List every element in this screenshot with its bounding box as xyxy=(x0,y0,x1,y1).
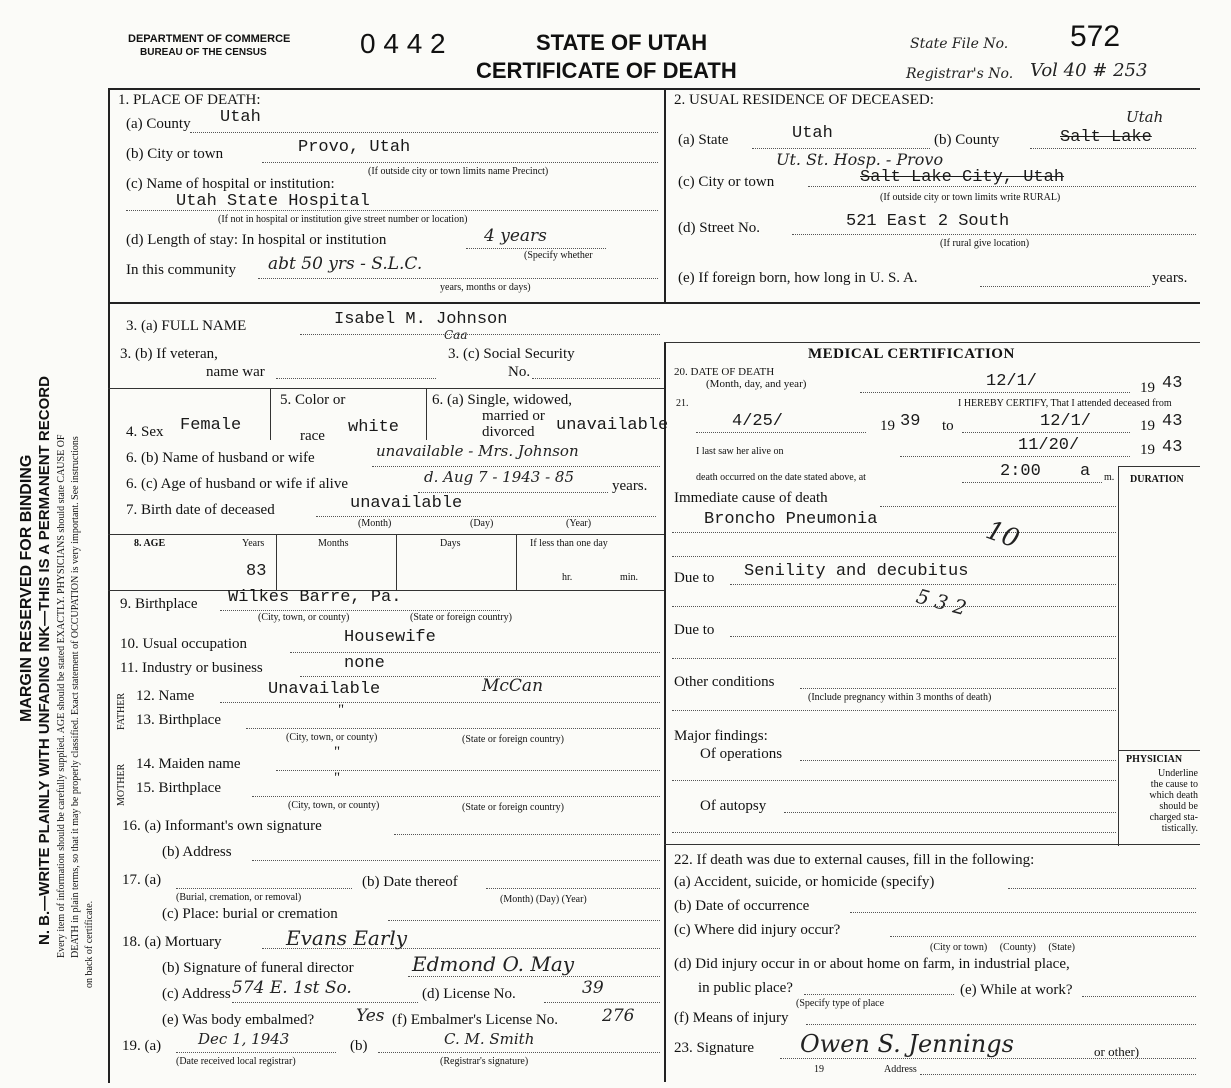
external-c-label: (c) Where did injury occur? xyxy=(674,922,841,938)
community-note: years, months or days) xyxy=(440,282,531,293)
stamp-number: 0 4 4 2 xyxy=(360,28,446,59)
other-label: Other conditions xyxy=(674,674,775,690)
external-b-label: (b) Date of occurrence xyxy=(674,898,810,914)
marital-label-3: divorced xyxy=(482,424,535,440)
burial-label: 17. (a) xyxy=(122,872,162,888)
res-street-note: (If rural give location) xyxy=(940,238,1030,249)
due1-value: Senility and decubitus xyxy=(744,562,969,581)
bureau-label: BUREAU OF THE CENSUS xyxy=(140,47,267,58)
industry-value: none xyxy=(344,654,385,673)
autopsy-label: Of autopsy xyxy=(700,798,767,814)
race-label: race xyxy=(300,428,325,444)
director-sig-value: Edmond O. May xyxy=(412,952,575,976)
community-label: In this community xyxy=(126,262,236,278)
external-d-label-2: in public place? xyxy=(698,980,793,996)
birth-year-label: (Year) xyxy=(566,518,592,529)
res-city-value: Salt Lake City, Utah xyxy=(860,168,1065,187)
full-name-value: Isabel M. Johnson xyxy=(334,310,508,329)
margin-instruction-3: on back of certificate. xyxy=(84,900,95,988)
father-birth-sub1: (City, town, or county) xyxy=(286,732,378,743)
res-foreign-suffix: years. xyxy=(1152,270,1188,286)
embalmer-label: (f) Embalmer's License No. xyxy=(392,1012,558,1028)
age-months-label: Months xyxy=(318,538,349,549)
director-address-label: (c) Address xyxy=(162,986,231,1002)
father-name-correction: McCan xyxy=(482,676,544,696)
father-name-label: 12. Name xyxy=(136,688,195,704)
received-value: Dec 1, 1943 xyxy=(198,1030,290,1048)
signature-label: 23. Signature xyxy=(674,1040,754,1056)
department-label: DEPARTMENT OF COMMERCE xyxy=(128,33,291,45)
physician-note-line: should be xyxy=(1159,801,1198,812)
stay-note: (Specify whether xyxy=(524,250,593,261)
burial-date-sub: (Month) (Day) (Year) xyxy=(500,894,587,905)
county-value: Utah xyxy=(220,108,261,127)
registrar-sig-sub: (Registrar's signature) xyxy=(440,1056,529,1067)
res-state-label: (a) State xyxy=(678,132,729,148)
birthplace-sub2: (State or foreign country) xyxy=(410,612,512,623)
industry-label: 11. Industry or business xyxy=(120,660,263,676)
operations-label: Of operations xyxy=(700,746,783,762)
ssn-sub: No. xyxy=(508,364,531,380)
attend-from-prefix: 19 xyxy=(880,418,895,434)
certify-num: 21. xyxy=(676,398,689,409)
other-sub: (Include pregnancy within 3 months of death) xyxy=(808,692,992,703)
veteran-label: 3. (b) If veteran, xyxy=(120,346,218,362)
margin-instruction-1: Every item of information should be carefully supplied. AGE should be stated EXACTLY. PHYSICIANS should state CAUSE OF xyxy=(56,434,67,958)
mortuary-label: 18. (a) Mortuary xyxy=(122,934,222,950)
physician-note-line: tistically. xyxy=(1161,823,1198,834)
external-f-label: (f) Means of injury xyxy=(674,1010,789,1026)
external-heading: 22. If death was due to external causes, fill in the following: xyxy=(674,852,1035,868)
director-address-value: 574 E. 1st So. xyxy=(232,978,352,998)
age-lessday-label: If less than one day xyxy=(530,538,608,549)
spouse-name-label: 6. (b) Name of husband or wife xyxy=(126,450,315,466)
burial-place-label: (c) Place: burial or cremation xyxy=(162,906,338,922)
state-file-value: 572 xyxy=(1070,20,1121,53)
physician-heading: PHYSICIAN xyxy=(1126,754,1183,765)
age-min-label: min. xyxy=(620,572,639,583)
full-name-label: 3. (a) FULL NAME xyxy=(126,318,247,334)
physician-note-line: the cause to xyxy=(1150,779,1198,790)
occurred-m: m. xyxy=(1104,472,1115,483)
last-saw-year: 43 xyxy=(1162,438,1183,457)
state-title: STATE OF UTAH xyxy=(536,30,708,55)
occupation-value: Housewife xyxy=(344,628,436,647)
spouse-age-label: 6. (c) Age of husband or wife if alive xyxy=(126,476,349,492)
external-d-sub: (Specify type of place xyxy=(796,998,885,1009)
father-birth-value: " xyxy=(338,702,345,718)
county-label: (a) County xyxy=(126,116,191,132)
occurred-ampm: a xyxy=(1080,462,1091,481)
res-city-correction: Ut. St. Hosp. - Provo xyxy=(776,150,944,169)
burial-date-label: (b) Date thereof xyxy=(362,874,458,890)
residence-heading: 2. USUAL RESIDENCE OF DECEASED: xyxy=(674,92,934,108)
dod-label: 20. DATE OF DEATH xyxy=(674,366,775,378)
registrar-label: Registrar's No. xyxy=(906,66,1014,82)
occurred-value: 2:00 xyxy=(1000,462,1041,481)
occupation-label: 10. Usual occupation xyxy=(120,636,248,652)
hospital-value: Utah State Hospital xyxy=(176,192,370,211)
mother-tag: MOTHER xyxy=(116,763,127,806)
birthplace-label: 9. Birthplace xyxy=(120,596,198,612)
license-value: 39 xyxy=(582,978,604,998)
margin-ink-note: N. B.—WRITE PLAINLY WITH UNFADING INK—THIS IS A PERMANENT RECORD xyxy=(36,376,53,945)
mother-birth-sub1: (City, town, or county) xyxy=(288,800,380,811)
spouse-name-value: unavailable - Mrs. Johnson xyxy=(376,442,579,460)
birthplace-sub1: (City, town, or county) xyxy=(258,612,350,623)
stay-value: 4 years xyxy=(484,226,547,246)
father-tag: FATHER xyxy=(116,692,127,730)
marital-label-2: married or xyxy=(482,408,545,424)
marital-value: unavailable xyxy=(556,416,669,435)
state-file-label: State File No. xyxy=(910,36,1009,52)
margin-binding-note: MARGIN RESERVED FOR BINDING xyxy=(18,454,35,722)
immediate-duration: 10 xyxy=(981,515,1024,555)
director-sig-label: (b) Signature of funeral director xyxy=(162,960,354,976)
color-label: 5. Color or xyxy=(280,392,346,408)
major-label: Major findings: xyxy=(674,728,768,744)
veteran-sub: name war xyxy=(206,364,265,380)
informant-address-label: (b) Address xyxy=(162,844,232,860)
attend-to-prefix: 19 xyxy=(1140,418,1155,434)
dod-sub: (Month, day, and year) xyxy=(706,378,807,390)
mother-birth-sub2: (State or foreign country) xyxy=(462,802,564,813)
age-label: 8. AGE xyxy=(134,538,166,549)
mother-birth-value: " xyxy=(334,770,341,786)
attend-from: 4/25/ xyxy=(732,412,784,431)
duration-label: DURATION xyxy=(1130,474,1184,485)
age-hr-label: hr. xyxy=(562,572,573,583)
place-of-death-heading: 1. PLACE OF DEATH: xyxy=(118,92,261,108)
last-saw-label: I last saw her alive on xyxy=(696,446,784,457)
community-value: abt 50 yrs - S.L.C. xyxy=(268,254,423,274)
registrar-sig-value: C. M. Smith xyxy=(444,1030,535,1048)
stay-label: (d) Length of stay: In hospital or institution xyxy=(126,232,387,248)
spouse-age-value: d. Aug 7 - 1943 - 85 xyxy=(424,468,575,486)
father-birth-label: 13. Birthplace xyxy=(136,712,221,728)
dod-year: 43 xyxy=(1162,374,1183,393)
received-sub: (Date received local registrar) xyxy=(176,1056,296,1067)
received-label: 19. (a) xyxy=(122,1038,162,1054)
signature-value: Owen S. Jennings xyxy=(800,1030,1014,1058)
attend-to: 12/1/ xyxy=(1040,412,1092,431)
father-name-value: Unavailable xyxy=(268,680,381,699)
signature-suffix: or other) xyxy=(1094,1044,1140,1059)
external-e-label: (e) While at work? xyxy=(960,982,1073,998)
external-c-sub: (City or town) (County) (State) xyxy=(930,942,1075,953)
registrar-sig-label: (b) xyxy=(350,1038,368,1054)
mother-maiden-label: 14. Maiden name xyxy=(136,756,241,772)
signature-date-prefix: 19 xyxy=(814,1064,824,1075)
age-days-label: Days xyxy=(440,538,461,549)
father-birth-sub2: (State or foreign country) xyxy=(462,734,564,745)
age-years-label: Years xyxy=(242,538,265,549)
certificate-title: CERTIFICATE OF DEATH xyxy=(476,58,737,83)
informant-sig-label: 16. (a) Informant's own signature xyxy=(122,818,322,834)
sex-label: 4. Sex xyxy=(126,424,164,440)
margin-instruction-2: DEATH in plain terms, so that it may be properly classified. Exact statement of OCCUPATION is very important. See instructions xyxy=(70,436,81,958)
dod-value: 12/1/ xyxy=(986,372,1038,391)
signature-address-label: Address xyxy=(884,1064,917,1075)
hospital-label: (c) Name of hospital or institution: xyxy=(126,176,335,192)
physician-note-line: which death xyxy=(1149,790,1198,801)
dod-year-prefix: 19 xyxy=(1140,380,1155,396)
immediate-label: Immediate cause of death xyxy=(674,490,828,506)
immediate-value: Broncho Pneumonia xyxy=(704,510,878,529)
attend-to-year: 43 xyxy=(1162,412,1183,431)
marital-label: 6. (a) Single, widowed, xyxy=(432,392,572,408)
birth-day-label: (Day) xyxy=(470,518,494,529)
certify-text: I HEREBY CERTIFY, That I attended deceased from xyxy=(958,398,1172,409)
race-value: white xyxy=(348,418,400,437)
city-note: (If outside city or town limits name Precinct) xyxy=(368,166,549,177)
external-a-label: (a) Accident, suicide, or homicide (specify) xyxy=(674,874,935,890)
ssn-label: 3. (c) Social Security xyxy=(448,346,575,362)
res-county-correction: Utah xyxy=(1126,108,1164,126)
physician-note-line: charged sta- xyxy=(1149,812,1198,823)
embalmed-value: Yes xyxy=(356,1006,385,1026)
birth-month-label: (Month) xyxy=(358,518,392,529)
last-saw-value: 11/20/ xyxy=(1018,436,1080,455)
res-street-value: 521 East 2 South xyxy=(846,212,1010,231)
physician-note xyxy=(1124,768,1198,834)
spouse-age-suffix: years. xyxy=(612,478,648,494)
res-city-label: (c) City or town xyxy=(678,174,775,190)
hospital-note: (If not in hospital or institution give street number or location) xyxy=(218,214,468,225)
burial-sub: (Burial, cremation, or removal) xyxy=(176,892,302,903)
mother-birth-label: 15. Birthplace xyxy=(136,780,221,796)
age-value: 83 xyxy=(246,562,267,581)
res-street-label: (d) Street No. xyxy=(678,220,761,236)
license-label: (d) License No. xyxy=(422,986,516,1002)
full-name-correction: Caa xyxy=(444,328,468,342)
birth-date-value: unavailable xyxy=(350,494,463,513)
mortuary-value: Evans Early xyxy=(286,926,408,950)
physician-note-line: Underline xyxy=(1158,768,1198,779)
res-state-value: Utah xyxy=(792,124,833,143)
birthplace-value: Wilkes Barre, Pa. xyxy=(228,588,402,607)
embalmed-label: (e) Was body embalmed? xyxy=(162,1012,315,1028)
attend-to-label: to xyxy=(942,418,954,434)
due1-label: Due to xyxy=(674,570,715,586)
birth-date-label: 7. Birth date of deceased xyxy=(126,502,275,518)
due2-label: Due to xyxy=(674,622,715,638)
external-d-label: (d) Did injury occur in or about home on farm, in industrial place, xyxy=(674,956,1070,972)
res-foreign-label: (e) If foreign born, how long in U. S. A. xyxy=(678,270,918,286)
registrar-value: Vol 40 # 253 xyxy=(1030,60,1148,81)
attend-from-year: 39 xyxy=(900,412,921,431)
embalmer-value: 276 xyxy=(602,1006,635,1026)
occurred-label: death occurred on the date stated above, at xyxy=(696,472,866,483)
due1-code: 5 3 2 xyxy=(913,583,970,621)
res-city-note: (If outside city or town limits write RURAL) xyxy=(880,192,1061,203)
medical-heading: MEDICAL CERTIFICATION xyxy=(808,346,1015,362)
sex-value: Female xyxy=(180,416,242,435)
res-county-value: Salt Lake xyxy=(1060,128,1152,147)
city-label: (b) City or town xyxy=(126,146,224,162)
city-value: Provo, Utah xyxy=(298,138,411,157)
last-saw-prefix: 19 xyxy=(1140,442,1155,458)
res-county-label: (b) County xyxy=(934,132,1000,148)
mother-maiden-value: " xyxy=(334,744,341,760)
